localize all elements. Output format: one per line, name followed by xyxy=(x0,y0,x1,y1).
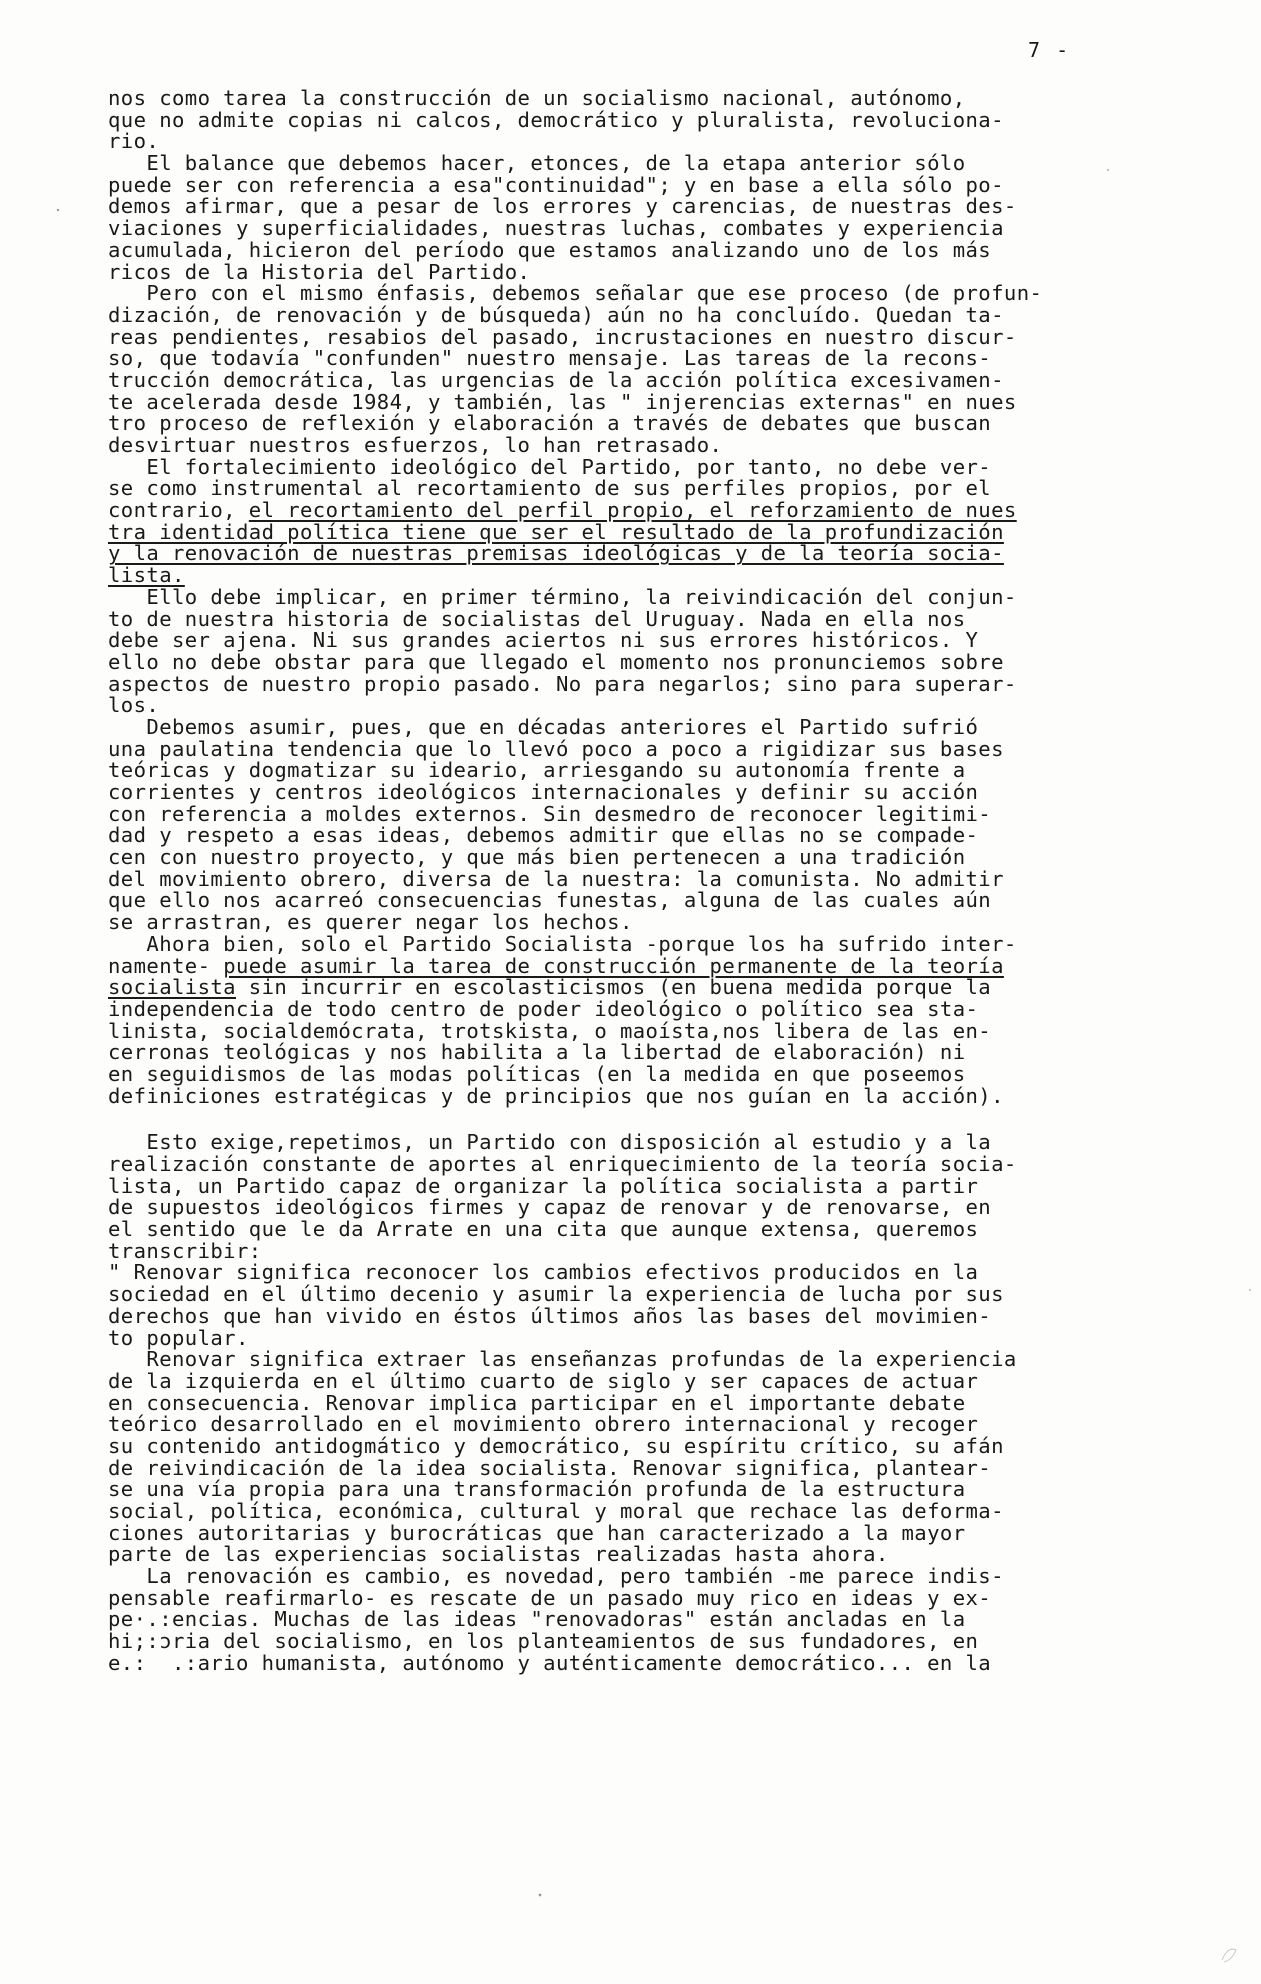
text-line-63: de reivindicación de la idea socialista. Renovar significa, plantear- xyxy=(108,1455,992,1480)
text-line-39: se arrastran, es querer negar los hechos. xyxy=(108,910,633,935)
text-line-54: " Renovar significa reconocer los cambios efectivos producidos en la xyxy=(108,1260,979,1285)
text-line-20: contrario, el recortamiento del perfil propio, el reforzamiento de nues xyxy=(108,498,1017,523)
text-line-10: Pero con el mismo énfasis, debemos señalar que ese proceso (de profun- xyxy=(108,281,1043,306)
text-line-2: que no admite copias ni calcos, democrático y pluralista, revoluciona- xyxy=(108,107,1004,132)
text-line-3: rio. xyxy=(108,129,160,154)
text-line-11: dización, de renovación y de búsqueda) aún no ha concluído. Quedan ta- xyxy=(108,302,1004,327)
text-line-41: namente- puede asumir la tarea de construcción permanente de la teoría xyxy=(108,953,1004,978)
text-line-16: tro proceso de reflexión y elaboración a través de debates que buscan xyxy=(108,411,992,436)
text-line-34: con referencia a moldes externos. Sin desmedro de reconocer legitimi- xyxy=(108,801,992,826)
text-line-52: el sentido que le da Arrate en una cita que aunque extensa, queremos xyxy=(108,1217,979,1242)
text-line-22: y la renovación de nuestras premisas ideológicas y de la teoría socia- xyxy=(108,541,1004,566)
text-line-19: se como instrumental al recortamiento de sus perfiles propios, por el xyxy=(108,476,992,501)
text-line-38: que ello nos acarreó consecuencias funestas, alguna de las cuales aún xyxy=(108,888,992,913)
text-line-48: Esto exige,repetimos, un Partido con disposición al estudio y a la xyxy=(108,1130,992,1155)
text-line-9: ricos de la Historia del Partido. xyxy=(108,259,531,284)
text-line-42: socialista sin incurrir en escolasticismos (en buena medida porque la xyxy=(108,975,992,1000)
speck xyxy=(57,209,59,211)
text-line-64: se una vía propia para una transformación profunda de la estructura xyxy=(108,1477,966,1502)
text-line-6: demos afirmar, que a pesar de los errores y carencias, de nuestras des- xyxy=(108,194,1017,219)
text-line-15: te acelerada desde 1984, y también, las " injerencias externas" en nues xyxy=(108,389,1017,414)
text-line-7: viaciones y superficialidades, nuestras luchas, combates y experiencia xyxy=(108,216,1004,241)
underlined-phrase: puede asumir la tarea de construcción permanente de la teoría xyxy=(223,953,1004,978)
underlined-phrase: el recortamiento del perfil propio, el reforzamiento de nues xyxy=(248,498,1017,523)
text-line-18: El fortalecimiento ideológico del Partido, por tanto, no debe ver- xyxy=(108,454,992,479)
text-line-44: linista, socialdemócrata, trotskista, o maoísta,nos libera de las en- xyxy=(108,1018,992,1043)
text-line-46: en seguidismos de las modas políticas (en la medida en que poseemos xyxy=(108,1061,966,1086)
text-line-17: desvirtuar nuestros esfuerzos, lo han retrasado. xyxy=(108,433,723,457)
text-line-12: reas pendientes, resabios del pasado, incrustaciones en nuestro discur- xyxy=(108,324,1017,349)
text-line-31: una paulatina tendencia que lo llevó poco a poco a rigidizar sus bases xyxy=(108,736,1004,761)
page-number: 7 - xyxy=(1028,38,1071,62)
text-line-4: El balance que debemos hacer, etonces, de la etapa anterior sólo xyxy=(108,151,966,176)
text-line-24: Ello debe implicar, en primer término, la reivindicación del conjun- xyxy=(108,584,1017,609)
text-line-51: de supuestos ideológicos firmes y capaz de renovar y de renovarse, en xyxy=(108,1195,992,1220)
text-line-29: los. xyxy=(108,693,160,718)
speck xyxy=(1249,1289,1251,1291)
text-line-56: derechos que han vivido en éstos últimos años las bases del movimien- xyxy=(108,1303,992,1328)
text-line-13: so, que todavía "confunden" nuestro mensaje. Las tareas de la recons- xyxy=(108,346,992,371)
text-line-25: to de nuestra historia de socialistas del Uruguay. Nada en ella nos xyxy=(108,606,966,631)
text-line-8: acumulada, hicieron del período que estamos analizando uno de los más xyxy=(108,237,992,262)
speck xyxy=(539,1894,542,1897)
text-line-67: parte de las experiencias socialistas realizadas hasta ahora. xyxy=(108,1542,889,1567)
text-line-53: transcribir: xyxy=(108,1238,262,1263)
text-line-70: pe·.:encias. Muchas de las ideas "renovadoras" están ancladas en la xyxy=(108,1607,966,1632)
text-line-30: Debemos asumir, pues, que en décadas anteriores el Partido sufrió xyxy=(108,714,979,739)
text-line-55: sociedad en el último decenio y asumir la experiencia de lucha por sus xyxy=(108,1282,1004,1307)
text-line-21: tra identidad política tiene que ser el resultado de la profundización xyxy=(108,519,1004,544)
text-line-49: realización constante de aportes al enriquecimiento de la teoría socia- xyxy=(108,1152,1017,1176)
text-line-71: hi;:ɔria del socialismo, en los planteamientos de sus fundadores, en xyxy=(108,1629,979,1654)
text-line-66: ciones autoritarias y burocráticas que han caracterizado a la mayor xyxy=(108,1520,966,1545)
text-line-62: su contenido antidogmático y democrático, su espíritu crítico, su afán xyxy=(108,1433,1004,1458)
underlined-phrase: socialista xyxy=(108,975,236,1000)
text-line-33: corrientes y centros ideológicos internacionales y definir su acción xyxy=(108,780,979,804)
text-line-43: independencia de todo centro de poder ideológico o político sea sta- xyxy=(108,996,979,1021)
text-line-57: to popular. xyxy=(108,1325,249,1350)
text-line-61: teórico desarrollado en el movimiento obrero internacional y recoger xyxy=(108,1412,979,1437)
corner-mark xyxy=(1222,1949,1236,1962)
text-line-60: en consecuencia. Renovar implica participar en el importante debate xyxy=(108,1390,966,1415)
text-line-68: La renovación es cambio, es novedad, pero también -me parece indis- xyxy=(108,1564,1004,1589)
text-line-28: aspectos de nuestro propio pasado. No para negarlos; sino para superar- xyxy=(108,671,1017,696)
text-line-50: lista, un Partido capaz de organizar la política socialista a partir xyxy=(108,1173,979,1198)
text-line-32: teóricas y dogmatizar su ideario, arriesgando su autonomía frente a xyxy=(108,758,966,783)
text-line-35: dad y respeto a esas ideas, debemos admitir que ellas no se compade- xyxy=(108,823,979,848)
text-line-5: puede ser con referencia a esa"continuidad"; y en base a ella sólo po- xyxy=(108,172,1004,197)
text-line-37: del movimiento obrero, diversa de la nuestra: la comunista. No admitir xyxy=(108,866,1004,891)
text-line-58: Renovar significa extraer las enseñanzas profundas de la experiencia xyxy=(108,1347,1017,1372)
text-line-36: cen con nuestro proyecto, y que más bien pertenecen a una tradición xyxy=(108,845,966,870)
text-line-47: definiciones estratégicas y de principios que nos guían en la acción). xyxy=(108,1083,1004,1108)
text-line-72: e.: .:ario humanista, autónomo y auténticamente democrático... en la xyxy=(108,1650,992,1675)
text-line-40: Ahora bien, solo el Partido Socialista -porque los ha sufrido inter- xyxy=(108,931,1017,956)
text-line-1: nos como tarea la construcción de un socialismo nacional, autónomo, xyxy=(108,86,966,110)
text-line-23: lista. xyxy=(108,563,185,588)
body-text xyxy=(108,88,1168,1675)
text-line-26: debe ser ajena. Ni sus grandes aciertos ni sus errores históricos. Y xyxy=(108,628,979,653)
text-line-45: cerronas teológicas y nos habilita a la libertad de elaboración) ni xyxy=(108,1040,966,1065)
text-line-65: social, política, económica, cultural y moral que rechace las deforma- xyxy=(108,1499,1004,1523)
text-line-27: ello no debe obstar para que llegado el momento nos pronunciemos sobre xyxy=(108,649,1004,674)
text-line-14: trucción democrática, las urgencias de la acción política excesivamen- xyxy=(108,367,1004,392)
text-line-69: pensable reafirmarlo- es rescate de un pasado muy rico en ideas y ex- xyxy=(108,1585,992,1610)
paragraph-gap xyxy=(108,1107,1168,1132)
text-line-59: de la izquierda en el último cuarto de siglo y ser capaces de actuar xyxy=(108,1368,979,1393)
